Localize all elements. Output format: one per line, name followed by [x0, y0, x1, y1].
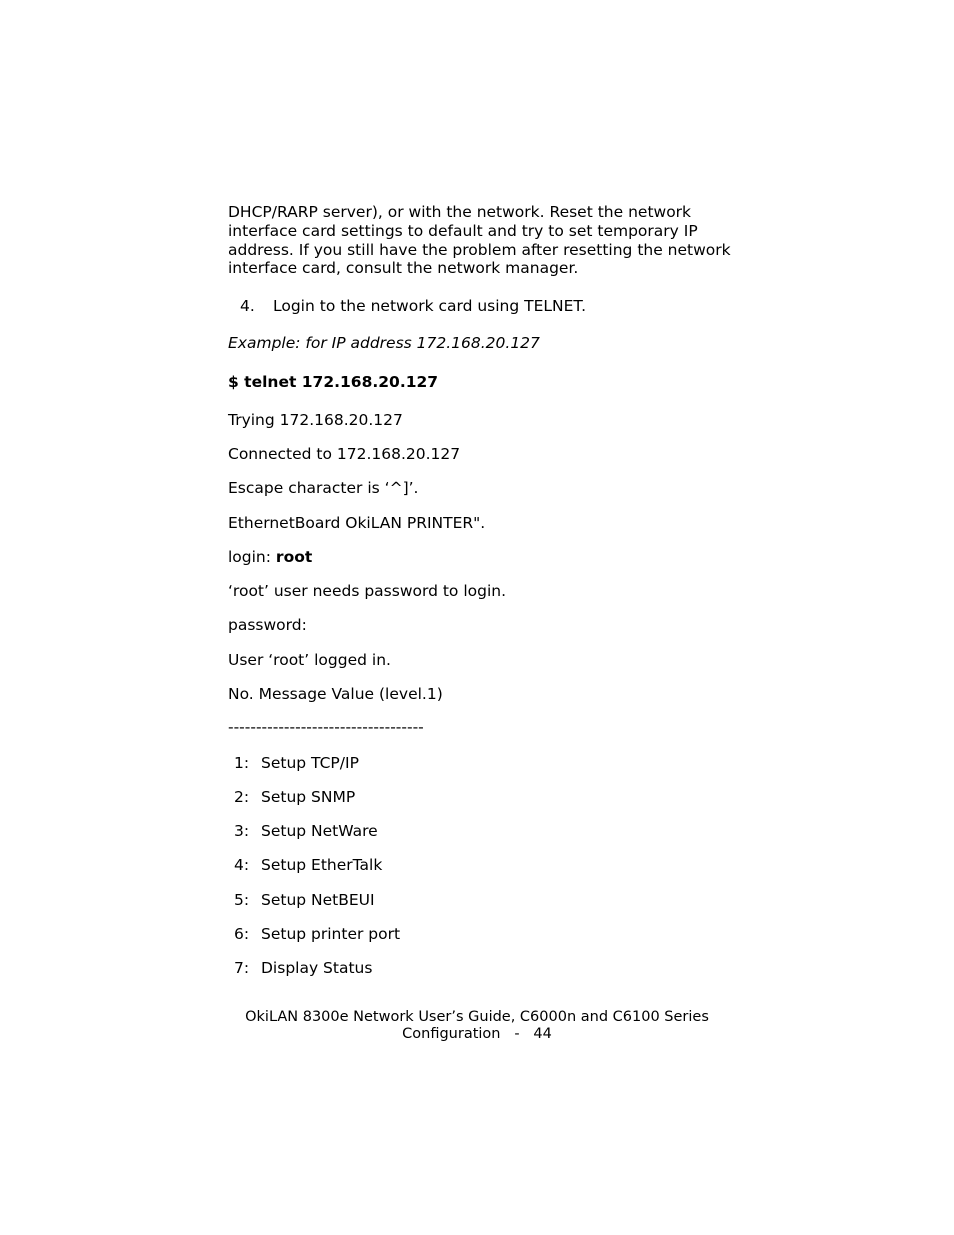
menu-item-number: 1: — [234, 754, 250, 772]
separator-line: ----------------------------------- — [228, 718, 424, 736]
menu-item-label: Setup NetWare — [261, 822, 378, 840]
step-4 — [240, 297, 586, 316]
banner-line: EthernetBoard OkiLAN PRINTER". — [228, 514, 486, 532]
menu-item-number: 4: — [234, 856, 250, 874]
menu-item — [234, 788, 355, 807]
login-line — [228, 548, 312, 567]
menu-item-label: Setup printer port — [261, 925, 401, 943]
menu-item-number: 6: — [234, 925, 250, 943]
menu-item-number: 3: — [234, 822, 250, 840]
menu-item — [234, 856, 382, 875]
menu-item — [234, 754, 359, 773]
menu-item — [234, 891, 375, 910]
login-value: root — [275, 548, 313, 566]
menu-item — [234, 925, 400, 944]
menu-item-label: Display Status — [261, 959, 373, 977]
example-caption: Example: for IP address 172.168.20.127 — [228, 334, 540, 352]
menu-item-number: 5: — [234, 891, 250, 909]
menu-item-label: Setup SNMP — [261, 788, 356, 806]
login-label: login: — [228, 548, 276, 566]
step-text: Login to the network card using TELNET. — [273, 297, 586, 315]
menu-item — [234, 959, 372, 978]
menu-header: No. Message Value (level.1) — [228, 685, 443, 703]
menu-item-number: 2: — [234, 788, 250, 806]
menu-item — [234, 822, 378, 841]
needs-password-line: ‘root’ user needs password to login. — [228, 582, 507, 600]
step-number: 4. — [240, 297, 255, 315]
telnet-command: $ telnet 172.168.20.127 — [228, 373, 439, 391]
menu-item-label: Setup EtherTalk — [261, 856, 383, 874]
logged-in-line: User ‘root’ logged in. — [228, 651, 391, 669]
escape-line: Escape character is ‘^]’. — [228, 479, 419, 497]
menu-item-label: Setup NetBEUI — [261, 891, 375, 909]
menu-item-number: 7: — [234, 959, 250, 977]
footer-title: OkiLAN 8300e Network User’s Guide, C6000n and C6100 Series — [245, 1009, 709, 1025]
intro-paragraph: DHCP/RARP server), or with the network. Reset the network interface card settings to default and try to set temporary IP address. If you still have the problem after resetting the network interface card, consult the network manager. — [228, 203, 731, 278]
trying-line: Trying 172.168.20.127 — [228, 411, 403, 429]
footer-page-number: Configuration - 44 — [402, 1026, 552, 1042]
connected-line: Connected to 172.168.20.127 — [228, 445, 461, 463]
menu-item-label: Setup TCP/IP — [261, 754, 359, 772]
password-line: password: — [228, 616, 307, 634]
